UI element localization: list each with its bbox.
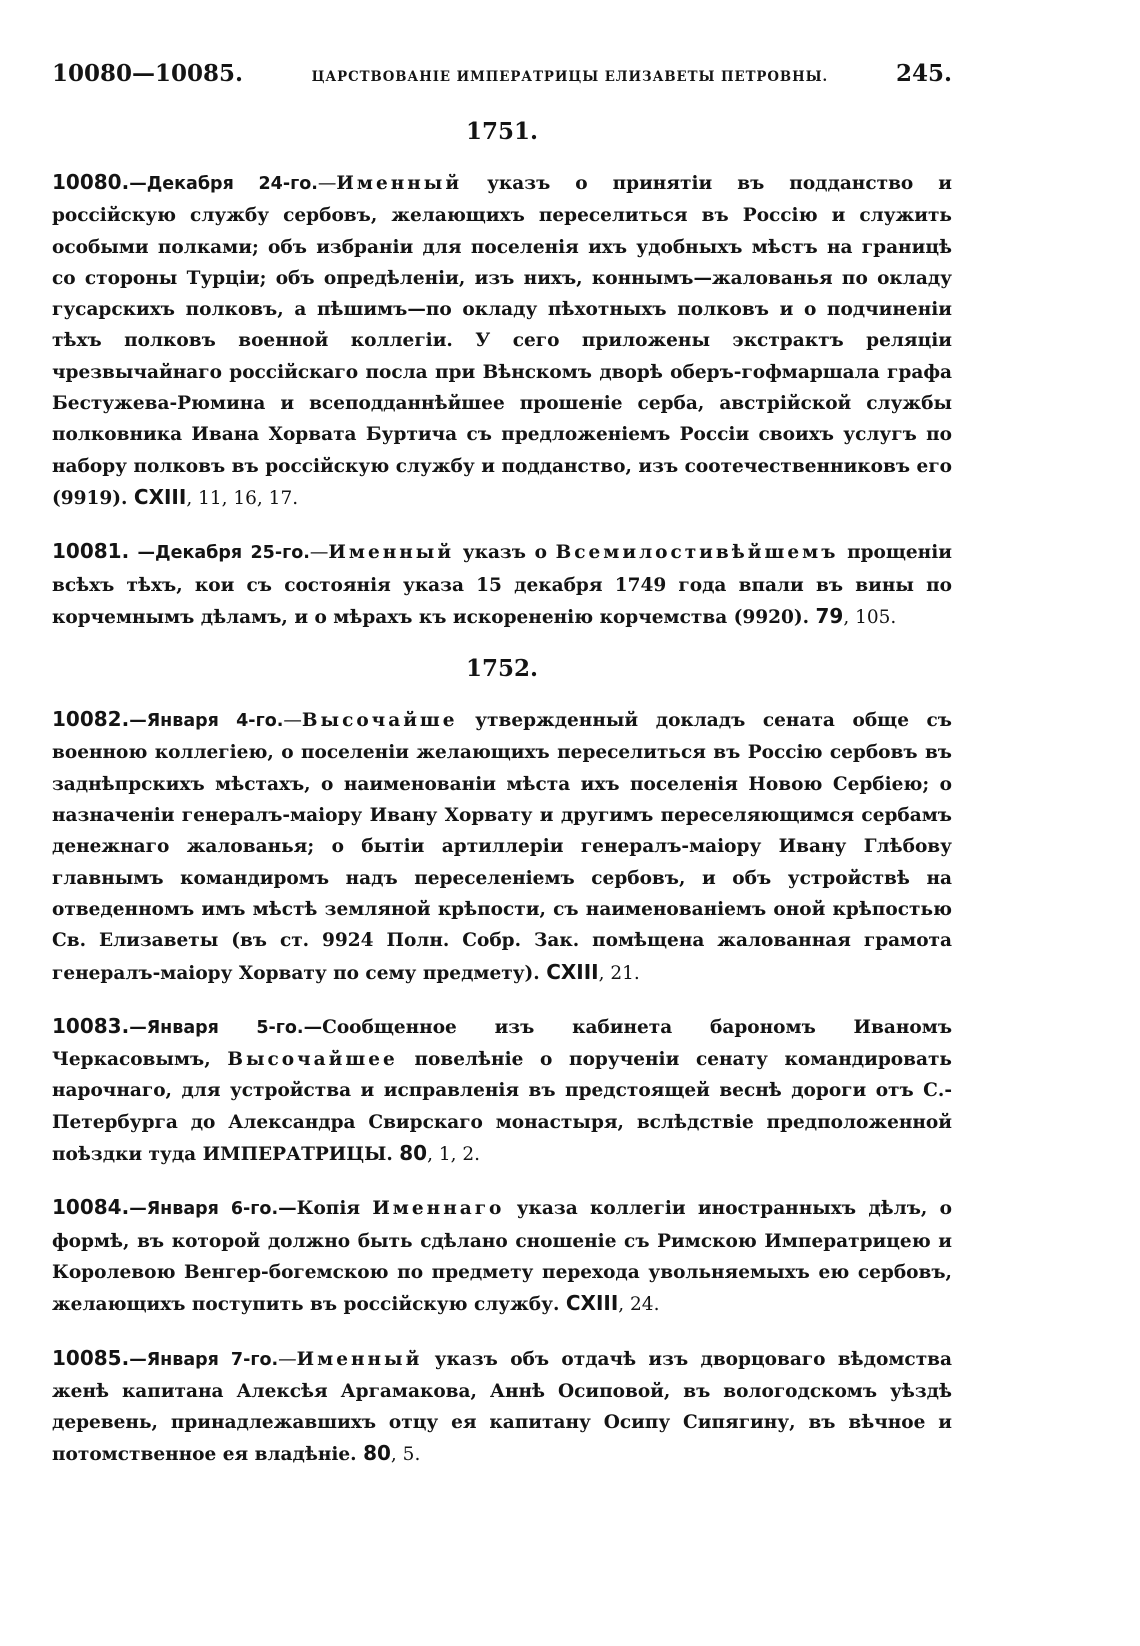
entry-volume: 79 xyxy=(815,603,844,628)
entry-number: 10080. xyxy=(52,170,130,194)
entry-volume: CXIII xyxy=(133,484,187,509)
entry-number: 10083. xyxy=(52,1013,130,1038)
entry-text: указъ о принятіи въ подданство и россійскую службу сербовъ, желающихъ переселиться въ Россію и служить особыми полками; объ избраніи для поселенія ихъ удобныхъ мѣстъ на границѣ со стороны Турціи; объ опредѣленіи, изъ нихъ, коннымъ—жалованья по окладу гусарскихъ полковъ, а пѣшимъ—по окладу пѣхотныхъ полковъ и о подчиненіи тѣхъ полковъ военной коллегіи. У сего приложены экстрактъ реляціи чрезвычайнаго россійскаго посла при Вѣнскомъ дворѣ оберъ-гофмаршала графа Бестужева-Рюмина и всеподданнѣйшее прошеніе серба, австрійской службы полковника Ивана Хорвата Буртича съ предложеніемъ Россіи своихъ услугъ по набору полковъ въ россійскую службу и подданство, изъ соотечественниковъ его (9919). xyxy=(52,173,952,509)
entry-volume: CXIII xyxy=(565,1291,619,1316)
entry-number: 10084. xyxy=(52,1195,130,1220)
entry-spaced-word: Именный xyxy=(328,542,455,564)
entry-text: утвержденный докладъ сената обще съ военною коллегіею, о поселеніи желающихъ переселиться въ Россію сербовъ въ заднѣпрскихъ мѣстахъ, о наименованіи мѣста ихъ поселенія Новою Сербіею; о назначеніи генералъ-маіору Ивану Хорвату и другимъ переселяющимся сербамъ денежнаго жалованья; о бытіи артиллеріи генералъ-маіору Ивану Глѣбову главнымъ командиромъ надъ переселеніемъ сербовъ, и объ устройствѣ на отведенномъ имъ мѣстѣ земляной крѣпости, съ наименованіемъ оной крѣпостью Св. Елизаветы (въ ст. 9924 Полн. Собр. Зак. помѣщена жалованная грамота генералъ-маіору Хорвату по сему предмету). xyxy=(52,710,952,984)
entry-refs: , 11, 16, 17. xyxy=(186,487,299,509)
running-head xyxy=(52,60,952,108)
entry-date: —Января 6-го. xyxy=(129,1199,279,1220)
entry-date: —Января 5-го. xyxy=(129,1017,304,1038)
entry-spaced-word-2: Всемилостивѣйшемъ xyxy=(555,542,839,564)
entry-refs: , 21. xyxy=(598,962,640,984)
entry-refs: , 105. xyxy=(843,606,897,628)
entry-text: указъ о xyxy=(454,542,556,564)
entry-spaced-word: Именный xyxy=(296,1348,423,1370)
entry-number: 10081. xyxy=(52,539,130,564)
entry-10081 xyxy=(52,536,952,633)
entry-text-2: прощеніи всѣхъ тѣхъ, кои съ состоянія указа 15 декабря 1749 года впали въ вины по корчемнымъ дѣламъ, и о мѣрахъ къ искорененію корчемства (9920). xyxy=(52,542,952,628)
entry-date: —Декабря 25-го. xyxy=(129,543,310,564)
entry-lead: — xyxy=(317,173,337,194)
entry-lead: — xyxy=(278,1348,297,1370)
entry-refs: , 5. xyxy=(390,1444,421,1466)
entry-refs: , 24. xyxy=(618,1294,660,1316)
reign-title: ЦАРСТВОВАНІЕ ИМПЕРАТРИЦЫ ЕЛИЗАВЕТЫ ПЕТРОВНЫ. xyxy=(311,69,828,85)
entry-10085 xyxy=(52,1343,952,1471)
year-heading-1752: 1752. xyxy=(465,655,539,683)
page-number: 245. xyxy=(895,60,952,87)
entry-volume: CXIII xyxy=(546,959,599,984)
entry-10080 xyxy=(52,167,952,514)
entry-volume: 80 xyxy=(399,1141,428,1166)
entry-number: 10082. xyxy=(52,707,130,732)
entry-range: 10080—10085. xyxy=(52,60,244,87)
entry-spaced-word: Именнаго xyxy=(372,1198,505,1220)
entry-volume: 80 xyxy=(363,1441,391,1466)
entry-lead: —Копія xyxy=(278,1198,373,1220)
entry-date: —Января 7-го. xyxy=(129,1349,279,1370)
entry-spaced-word: Высочайше xyxy=(301,710,458,732)
entry-text: указъ объ отдачѣ изъ дворцоваго вѣдомства женѣ капитана Алексѣя Аргамакова, Аннѣ Осиповой, въ вологодскомъ уѣздѣ деревень, принадлежавшихъ отцу ея капитану Осипу Сипягину, въ вѣчное и потомственное ея владѣніе. xyxy=(52,1348,952,1466)
entry-spaced-word: Высочайшее xyxy=(227,1049,398,1071)
entry-lead: — xyxy=(309,542,329,564)
page xyxy=(52,60,952,1493)
entry-text: указа коллегіи иностранныхъ дѣлъ, о формѣ, въ которой должно быть сдѣлано сношеніе съ Римскою Императрицею и Королевою Венгер-богемскою по предмету перехода увольняемыхъ ею сербовъ, желающихъ поступить въ россійскую службу. xyxy=(52,1198,952,1316)
entry-date: —Января 4-го. xyxy=(129,711,284,732)
entry-text: повелѣніе о порученіи сенату командировать нарочнаго, для устройства и исправленія въ предстоящей веснѣ дороги отъ С.-Петербурга до Александра Свирскаго монастыря, вслѣдствіе предположенной поѣздки туда ИМПЕРАТРИЦЫ. xyxy=(52,1049,952,1166)
entry-number: 10085. xyxy=(52,1345,130,1370)
entry-10082 xyxy=(52,704,952,989)
entry-spaced-word: Именный xyxy=(336,173,463,194)
year-heading-1751: 1751. xyxy=(465,118,539,145)
entry-lead: —Сообщенное изъ кабинета барономъ Иваномъ Черкасовымъ, xyxy=(52,1016,953,1071)
entry-lead: — xyxy=(283,710,302,732)
entry-10083 xyxy=(52,1011,952,1170)
entry-date: —Декабря 24-го. xyxy=(129,174,318,194)
entry-10084 xyxy=(52,1192,952,1320)
entry-refs: , 1, 2. xyxy=(427,1144,481,1166)
